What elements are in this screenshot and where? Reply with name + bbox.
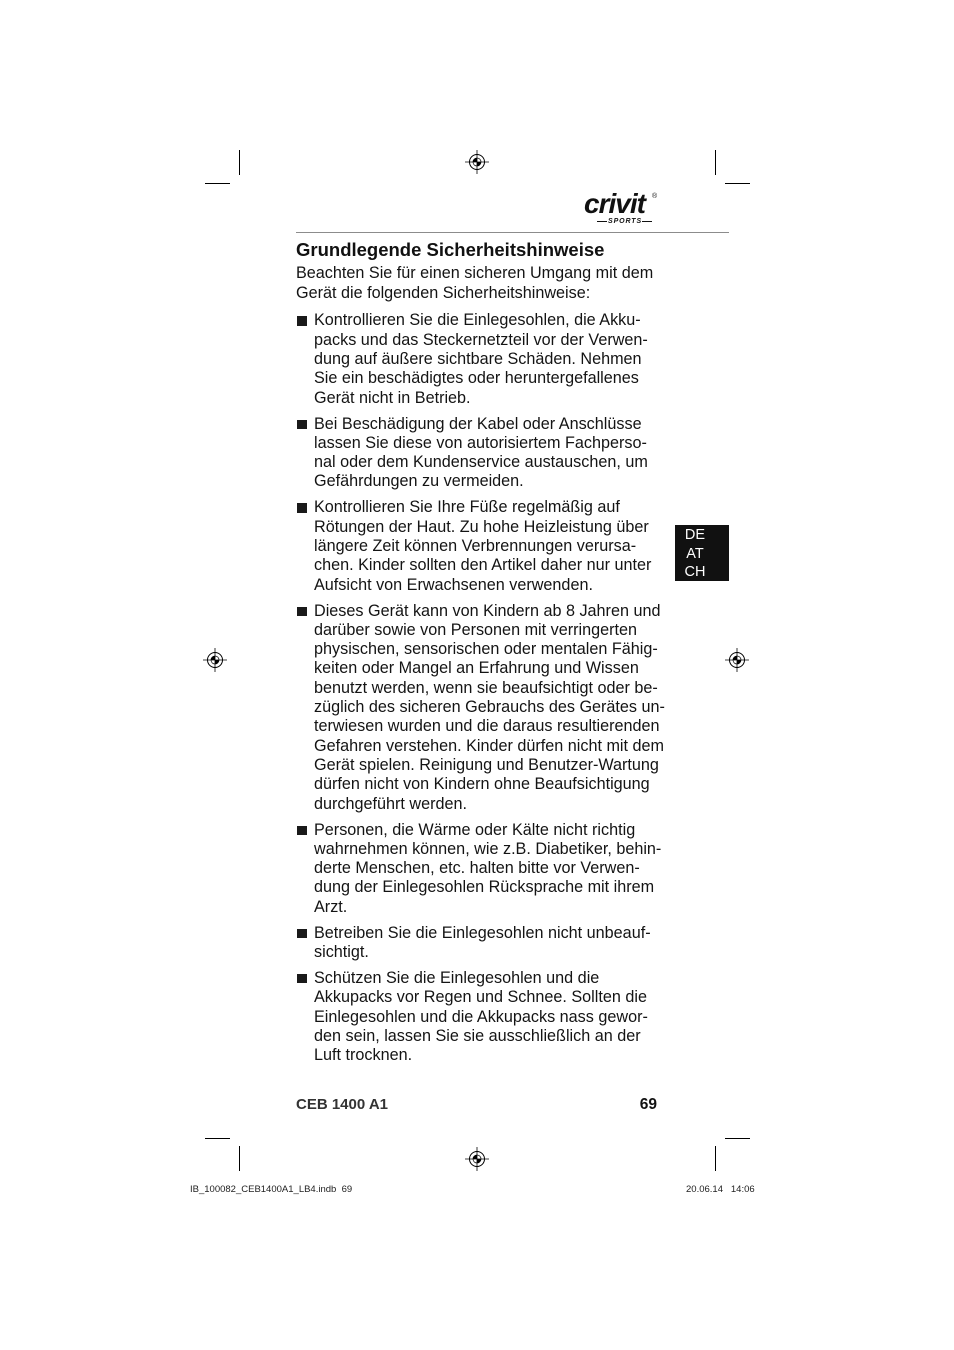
- list-item: [296, 969, 661, 1065]
- crop-mark-top-left-horizontal: [205, 183, 230, 184]
- language-code-de: DE: [684, 527, 706, 543]
- list-item-line: nal oder dem Kundenservice austauschen, um: [314, 453, 648, 472]
- list-item-line: Betreiben Sie die Einlegesohlen nicht unbeauf-: [314, 923, 651, 942]
- crop-mark-bottom-right-vertical: [715, 1146, 716, 1171]
- intro-line: Beachten Sie für einen sicheren Umgang mit dem: [296, 264, 654, 283]
- square-bullet-icon: [297, 420, 307, 430]
- crop-mark-bottom-left-horizontal: [205, 1138, 230, 1139]
- footer-model-number: CEB 1400 A1: [296, 1096, 388, 1113]
- crop-mark-top-right-vertical: [715, 150, 716, 175]
- print-slug-date-time: 20.06.14 14:06: [686, 1184, 755, 1195]
- crop-mark-bottom-left-vertical: [239, 1146, 240, 1171]
- language-tab-labels: [684, 526, 706, 582]
- crop-mark-bottom-right-horizontal: [725, 1138, 750, 1139]
- list-item-line: lassen Sie diese von autorisiertem Fachperso-: [314, 433, 647, 452]
- list-item-line: züglich des sicheren Gebrauchs des Gerätes un-: [314, 698, 665, 717]
- intro-line: Gerät die folgenden Sicherheitshinweise:: [296, 283, 591, 302]
- list-item: [296, 498, 661, 594]
- list-item-line: Schützen Sie die Einlegesohlen und die: [314, 968, 600, 987]
- list-item: [296, 821, 661, 917]
- section-heading: Grundlegende Sicherheitshinweise: [296, 239, 605, 260]
- section-intro: [296, 264, 653, 303]
- list-item-line: Luft trocknen.: [314, 1046, 413, 1065]
- list-item-line: dung auf äußere sichtbare Schäden. Nehmen: [314, 349, 642, 368]
- square-bullet-icon: [297, 607, 307, 617]
- list-item-line: den sein, lassen Sie sie ausschließlich an der: [314, 1026, 641, 1045]
- list-item: [296, 415, 661, 492]
- list-item-line: Gerät spielen. Reinigung und Benutzer-Wartung: [314, 755, 659, 774]
- list-item-line: physischen, sensorischen oder mentalen Fähig-: [314, 640, 658, 659]
- list-item-line: Kontrollieren Sie Ihre Füße regelmäßig auf: [314, 498, 620, 517]
- registration-mark-icon: [723, 646, 751, 674]
- crop-mark-top-right-horizontal: [725, 183, 750, 184]
- language-tab: [675, 525, 729, 581]
- logo-tagline-row: [597, 217, 652, 226]
- list-item-line: darüber sowie von Personen mit verringerten: [314, 620, 638, 639]
- list-item-line: dung der Einlegesohlen Rücksprache mit ihrem: [314, 878, 655, 897]
- square-bullet-icon: [297, 316, 307, 326]
- list-item-line: Rötungen der Haut. Zu hohe Heizleistung über: [314, 517, 649, 536]
- list-item-line: Arzt.: [314, 897, 348, 916]
- crop-mark-top-left-vertical: [239, 150, 240, 175]
- list-item-line: Bei Beschädigung der Kabel oder Anschlüsse: [314, 414, 642, 433]
- square-bullet-icon: [297, 503, 307, 513]
- list-item-line: Gerät nicht in Betrieb.: [314, 388, 471, 407]
- list-item-line: Kontrollieren Sie die Einlegesohlen, die Akku-: [314, 311, 641, 330]
- list-item-line: dürfen nicht von Kindern ohne Beaufsichtigung: [314, 775, 650, 794]
- list-item-line: sichtigt.: [314, 942, 369, 961]
- list-item-line: benutzt werden, wenn sie beaufsichtigt oder be-: [314, 678, 658, 697]
- list-item-line: Aufsicht von Erwachsenen verwenden.: [314, 575, 593, 594]
- list-item-line: derte Menschen, etc. halten bitte vor Verwen-: [314, 859, 640, 878]
- list-item-line: Dieses Gerät kann von Kindern ab 8 Jahren und: [314, 601, 661, 620]
- logo-registered-mark: ®: [652, 193, 658, 200]
- logo-dash-right: [642, 221, 652, 222]
- header-rule: [296, 232, 729, 233]
- list-item-line: Personen, die Wärme oder Kälte nicht richtig: [314, 820, 636, 839]
- list-item-line: Akkupacks vor Regen und Schnee. Sollten die: [314, 988, 647, 1007]
- registration-mark-icon: [463, 1145, 491, 1173]
- list-item-line: wahrnehmen können, wie z.B. Diabetiker, behin-: [314, 839, 662, 858]
- safety-instructions-list: [296, 311, 665, 1072]
- list-item-line: Sie ein beschädigtes oder heruntergefallenes: [314, 369, 639, 388]
- registration-mark-icon: [463, 148, 491, 176]
- logo-tagline: SPORTS: [608, 218, 643, 225]
- footer-page-number: 69: [639, 1096, 657, 1113]
- brand-logo: [580, 186, 666, 228]
- list-item-line: terwiesen wurden und die daraus resultierenden: [314, 717, 660, 736]
- logo-brand-name: crivit: [584, 188, 645, 219]
- list-item-line: längere Zeit können Verbrennungen verursa-: [314, 536, 637, 555]
- language-code-ch: CH: [684, 564, 706, 580]
- print-slug-file: IB_100082_CEB1400A1_LB4.indb 69: [190, 1184, 353, 1195]
- square-bullet-icon: [297, 929, 307, 939]
- language-code-at: AT: [686, 545, 704, 562]
- list-item-line: Einlegesohlen und die Akkupacks nass gewor-: [314, 1007, 648, 1026]
- square-bullet-icon: [297, 826, 307, 836]
- list-item-line: chen. Kinder sollten den Artikel daher nur unter: [314, 556, 652, 575]
- list-item-line: Gefahren verstehen. Kinder dürfen nicht mit dem: [314, 736, 665, 755]
- list-item-line: keiten oder Mangel an Erfahrung und Wissen: [314, 659, 639, 678]
- list-item: [296, 924, 661, 963]
- registration-mark-icon: [201, 646, 229, 674]
- list-item-line: durchgeführt werden.: [314, 794, 467, 813]
- list-item-line: Gefährdungen zu vermeiden.: [314, 472, 524, 491]
- list-item: [296, 601, 665, 814]
- square-bullet-icon: [297, 974, 307, 984]
- list-item: [296, 311, 661, 407]
- list-item-line: packs und das Steckernetzteil vor der Verwen-: [314, 330, 648, 349]
- logo-dash-left: [597, 221, 607, 222]
